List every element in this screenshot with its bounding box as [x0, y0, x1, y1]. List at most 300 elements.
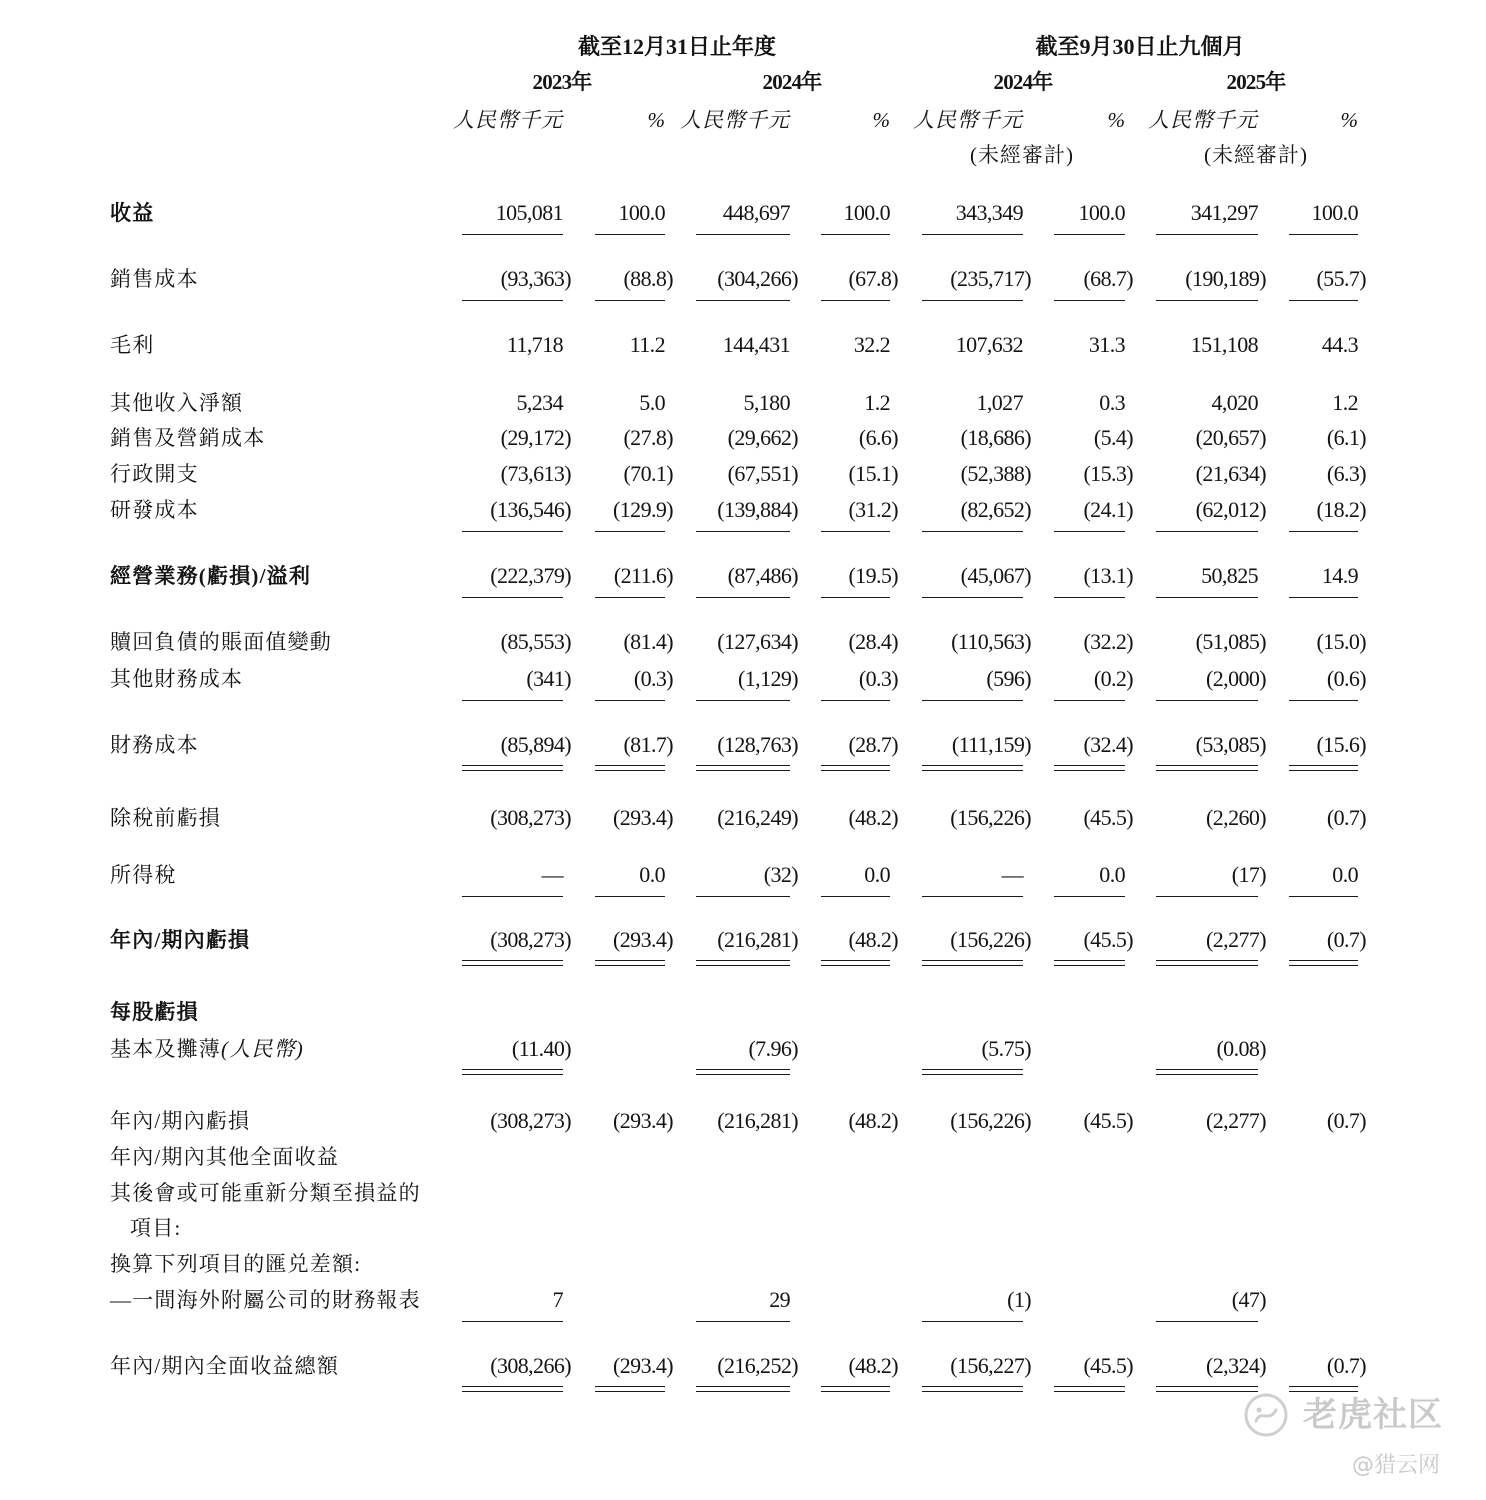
cell-fy2023-pct: 5.0 — [639, 390, 665, 415]
cell-fy2024-amount: (216,281) — [717, 927, 798, 952]
cell-9m2024-amount: (18,686) — [960, 425, 1031, 450]
row-label — [110, 425, 265, 451]
statement-row — [0, 332, 1486, 358]
cell-fy2024-pct: 0.0 — [864, 862, 890, 887]
underline-rule — [1054, 597, 1125, 598]
underline-rule — [462, 597, 563, 598]
cell-fy2023-pct: 11.2 — [629, 332, 665, 357]
cell-9m2025-amount: 341,297 — [1190, 200, 1258, 225]
underline-rule — [595, 531, 665, 532]
cell-fy2024-amount: (29,662) — [727, 425, 798, 450]
cell-fy2023-pct: (0.3) — [633, 666, 673, 691]
double-underline-rule — [696, 765, 790, 766]
underline-rule — [1289, 531, 1358, 532]
cell-fy2024-pct: (0.3) — [858, 666, 898, 691]
underline-rule — [1156, 700, 1258, 701]
cell-9m2024-amount: (45,067) — [960, 563, 1031, 588]
underline-rule — [1156, 234, 1258, 235]
double-underline-rule — [821, 965, 890, 966]
double-underline-rule — [922, 1386, 1023, 1387]
underline-rule — [1054, 234, 1125, 235]
underline-rule — [1054, 300, 1125, 301]
cell-fy2023-pct: (81.4) — [623, 629, 673, 654]
cell-9m2025-pct: (15.0) — [1316, 629, 1366, 654]
underline-rule — [462, 300, 563, 301]
underline-rule — [922, 896, 1023, 897]
cell-9m2024-pct: 100.0 — [1078, 200, 1125, 225]
cell-9m2025-pct: (0.6) — [1326, 666, 1366, 691]
double-underline-rule — [1054, 765, 1125, 766]
underline-rule — [595, 300, 665, 301]
underline-rule — [595, 234, 665, 235]
underline-rule — [696, 531, 790, 532]
cell-9m2025-amount: (51,085) — [1195, 629, 1266, 654]
cell-fy2024-pct: (48.2) — [848, 927, 898, 952]
underline-rule — [821, 234, 890, 235]
cell-fy2023-amount: (308,273) — [490, 805, 571, 830]
row-label — [110, 200, 154, 226]
statement-row — [0, 200, 1486, 226]
underline-rule — [595, 700, 665, 701]
statement-row — [0, 1215, 1486, 1241]
cell-fy2024-amount: 5,180 — [743, 390, 790, 415]
cell-9m2025-amount: (2,277) — [1206, 927, 1266, 952]
watermark-credit: @猎云网 — [1352, 1453, 1441, 1478]
double-underline-rule — [595, 765, 665, 766]
cell-fy2023-amount: (308,273) — [490, 927, 571, 952]
cell-9m2025-pct: (6.1) — [1326, 425, 1366, 450]
cell-9m2025-amount: (47) — [1231, 1287, 1266, 1312]
double-underline-rule — [1156, 965, 1258, 966]
row-label — [110, 1108, 250, 1134]
cell-9m2025-amount: (53,085) — [1195, 732, 1266, 757]
cell-fy2024-pct: (28.7) — [848, 732, 898, 757]
cell-9m2025-amount: (21,634) — [1195, 461, 1266, 486]
cell-fy2023-pct: 0.0 — [639, 862, 665, 887]
cell-fy2023-pct: (293.4) — [613, 1108, 673, 1133]
underline-rule — [462, 234, 563, 235]
underline-rule — [821, 700, 890, 701]
cell-fy2024-amount: 448,697 — [722, 200, 790, 225]
underline-rule — [462, 1321, 563, 1322]
double-underline-rule — [696, 1069, 790, 1070]
cell-fy2024-pct: (67.8) — [848, 266, 898, 291]
statement-row — [0, 390, 1486, 416]
underline-rule — [696, 700, 790, 701]
cell-fy2023-pct: 100.0 — [618, 200, 665, 225]
statement-row — [0, 629, 1486, 655]
double-underline-rule — [595, 965, 665, 966]
double-underline-rule — [1289, 1391, 1358, 1392]
cell-fy2024-amount: (139,884) — [717, 497, 798, 522]
statement-row — [0, 1251, 1486, 1277]
statement-row — [0, 1287, 1486, 1313]
row-label — [110, 461, 199, 487]
double-underline-rule — [696, 960, 790, 961]
cell-fy2023-pct: (293.4) — [613, 805, 673, 830]
statement-row — [0, 266, 1486, 292]
column-pct-fy2024: % — [872, 108, 890, 132]
double-underline-rule — [696, 1074, 790, 1075]
cell-9m2024-amount: (156,226) — [950, 805, 1031, 830]
double-underline-rule — [922, 1391, 1023, 1392]
cell-9m2024-amount: (82,652) — [960, 497, 1031, 522]
row-label — [110, 732, 199, 758]
cell-9m2024-pct: (68.7) — [1083, 266, 1133, 291]
cell-9m2024-pct: (45.5) — [1083, 927, 1133, 952]
underline-rule — [462, 531, 563, 532]
watermark-brand: 老虎社区 — [1303, 1395, 1443, 1435]
row-label — [130, 1215, 181, 1241]
underline-rule — [1156, 1321, 1258, 1322]
statement-row — [0, 927, 1486, 953]
cell-fy2023-pct: (129.9) — [613, 497, 673, 522]
statement-row — [0, 461, 1486, 487]
cell-fy2024-amount: (1,129) — [738, 666, 798, 691]
double-underline-rule — [462, 1074, 563, 1075]
underline-rule — [821, 896, 890, 897]
cell-fy2024-amount: (216,281) — [717, 1108, 798, 1133]
cell-9m2025-amount: (190,189) — [1185, 266, 1266, 291]
cell-fy2023-amount: (93,363) — [500, 266, 571, 291]
double-underline-rule — [1156, 1069, 1258, 1070]
row-label-text: 其他收入淨額 — [110, 391, 244, 415]
underline-rule — [821, 300, 890, 301]
cell-fy2024-amount: (216,252) — [717, 1353, 798, 1378]
row-label-text: 所得稅 — [110, 863, 177, 887]
underline-rule — [922, 300, 1023, 301]
cell-9m2025-amount: (2,260) — [1206, 805, 1266, 830]
double-underline-rule — [696, 1386, 790, 1387]
cell-fy2023-amount: 7 — [552, 1287, 563, 1312]
column-pct-9m2025: % — [1340, 108, 1358, 132]
row-label-text: 財務成本 — [110, 733, 199, 757]
double-underline-rule — [462, 1386, 563, 1387]
double-underline-rule — [1289, 765, 1358, 766]
double-underline-rule — [922, 960, 1023, 961]
column-year-9m2025: 2025年 — [1226, 70, 1286, 94]
double-underline-rule — [1289, 960, 1358, 961]
cell-fy2023-pct: (81.7) — [623, 732, 673, 757]
cell-9m2024-amount: — — [1001, 862, 1023, 887]
cell-9m2025-pct: (18.2) — [1316, 497, 1366, 522]
row-label-text: —一間海外附屬公司的財務報表 — [110, 1288, 421, 1312]
cell-fy2023-amount: (222,379) — [490, 563, 571, 588]
cell-fy2024-amount: (67,551) — [727, 461, 798, 486]
underline-rule — [922, 597, 1023, 598]
double-underline-rule — [1289, 1386, 1358, 1387]
double-underline-rule — [595, 1386, 665, 1387]
statement-row — [0, 862, 1486, 888]
cell-fy2023-pct: (70.1) — [623, 461, 673, 486]
cell-fy2024-amount: (87,486) — [727, 563, 798, 588]
underline-rule — [1289, 300, 1358, 301]
row-label-text: 每股虧損 — [110, 1000, 199, 1024]
cell-9m2025-amount: (20,657) — [1195, 425, 1266, 450]
cell-fy2024-amount: 144,431 — [722, 332, 790, 357]
cell-9m2025-pct: (6.3) — [1326, 461, 1366, 486]
cell-fy2023-amount: (85,894) — [500, 732, 571, 757]
column-year-fy2024: 2024年 — [762, 70, 822, 94]
row-label-text: 換算下列項目的匯兑差額: — [110, 1252, 362, 1276]
column-unit-fy2024: 人民幣千元 — [680, 108, 790, 132]
cell-9m2024-pct: (45.5) — [1083, 1108, 1133, 1133]
column-pct-fy2023: % — [647, 108, 665, 132]
cell-9m2024-amount: 107,632 — [955, 332, 1023, 357]
row-label-text: 毛利 — [110, 333, 155, 357]
cell-9m2025-amount: 50,825 — [1201, 563, 1258, 588]
cell-9m2025-pct: 100.0 — [1311, 200, 1358, 225]
underline-rule — [696, 234, 790, 235]
double-underline-rule — [821, 1386, 890, 1387]
row-label-text: 年內/期內虧損 — [110, 1109, 251, 1133]
row-label-unit-note: (人民幣) — [221, 1037, 304, 1061]
double-underline-rule — [922, 765, 1023, 766]
row-label — [110, 332, 154, 358]
cell-fy2024-amount: (216,249) — [717, 805, 798, 830]
cell-fy2023-amount: (85,553) — [500, 629, 571, 654]
cell-fy2024-amount: (128,763) — [717, 732, 798, 757]
double-underline-rule — [1289, 770, 1358, 771]
row-label — [110, 563, 311, 589]
nine-month-period-heading: 截至9月30日止九個月 — [1035, 34, 1245, 59]
cell-fy2023-pct: (293.4) — [613, 927, 673, 952]
cell-9m2024-amount: (110,563) — [951, 629, 1031, 654]
row-label — [110, 497, 199, 523]
cell-9m2025-amount: 151,108 — [1190, 332, 1258, 357]
cell-9m2025-amount: (0.08) — [1216, 1036, 1266, 1061]
cell-9m2024-amount: (111,159) — [951, 732, 1031, 757]
statement-row — [0, 666, 1486, 692]
cell-fy2024-pct: 32.2 — [853, 332, 890, 357]
cell-9m2025-pct: 1.2 — [1332, 390, 1358, 415]
underline-rule — [922, 531, 1023, 532]
double-underline-rule — [821, 960, 890, 961]
double-underline-rule — [696, 1391, 790, 1392]
double-underline-rule — [462, 960, 563, 961]
row-label-text: 銷售及營銷成本 — [110, 426, 266, 450]
double-underline-rule — [1156, 960, 1258, 961]
cell-9m2025-pct: (0.7) — [1326, 927, 1366, 952]
underline-rule — [1156, 597, 1258, 598]
double-underline-rule — [1054, 1391, 1125, 1392]
underline-rule — [1289, 700, 1358, 701]
double-underline-rule — [462, 1069, 563, 1070]
cell-fy2023-amount: (308,266) — [490, 1353, 571, 1378]
cell-9m2024-amount: 1,027 — [976, 390, 1023, 415]
double-underline-rule — [462, 770, 563, 771]
row-label — [110, 1287, 421, 1313]
row-label-text: 贖回負債的賬面值變動 — [110, 630, 332, 654]
statement-row — [0, 425, 1486, 451]
cell-fy2023-pct: (293.4) — [613, 1353, 673, 1378]
cell-fy2023-amount: (73,613) — [500, 461, 571, 486]
statement-row — [0, 805, 1486, 831]
cell-9m2025-amount: (62,012) — [1195, 497, 1266, 522]
cell-fy2024-amount: (304,266) — [717, 266, 798, 291]
cell-fy2023-pct: (27.8) — [623, 425, 673, 450]
underline-rule — [821, 531, 890, 532]
statement-row — [0, 497, 1486, 523]
double-underline-rule — [462, 765, 563, 766]
cell-9m2024-pct: 31.3 — [1088, 332, 1125, 357]
double-underline-rule — [1054, 960, 1125, 961]
cell-9m2024-amount: (5.75) — [981, 1036, 1031, 1061]
underline-rule — [595, 896, 665, 897]
cell-9m2025-pct: 44.3 — [1321, 332, 1358, 357]
double-underline-rule — [696, 770, 790, 771]
cell-9m2024-amount: (235,717) — [950, 266, 1031, 291]
cell-9m2024-pct: (15.3) — [1083, 461, 1133, 486]
cell-fy2024-pct: (6.6) — [858, 425, 898, 450]
row-label-text: 其他財務成本 — [110, 667, 244, 691]
statement-row — [0, 1036, 1486, 1062]
underline-rule — [462, 896, 563, 897]
cell-fy2024-pct: (15.1) — [848, 461, 898, 486]
underline-rule — [696, 597, 790, 598]
double-underline-rule — [1156, 1074, 1258, 1075]
double-underline-rule — [1054, 770, 1125, 771]
row-label — [110, 666, 243, 692]
cell-fy2024-pct: (31.2) — [848, 497, 898, 522]
cell-9m2025-amount: (2,324) — [1206, 1353, 1266, 1378]
double-underline-rule — [821, 765, 890, 766]
column-unit-9m2024: 人民幣千元 — [913, 108, 1023, 132]
cell-9m2025-amount: (2,000) — [1206, 666, 1266, 691]
underline-rule — [1156, 531, 1258, 532]
cell-9m2024-amount: (596) — [986, 666, 1031, 691]
underline-rule — [1054, 531, 1125, 532]
statement-row — [0, 999, 1486, 1025]
cell-fy2024-pct: (48.2) — [848, 1353, 898, 1378]
cell-9m2024-pct: (24.1) — [1083, 497, 1133, 522]
cell-9m2024-amount: (156,227) — [950, 1353, 1031, 1378]
cell-fy2023-amount: 11,718 — [506, 332, 563, 357]
cell-fy2023-amount: (29,172) — [500, 425, 571, 450]
double-underline-rule — [922, 770, 1023, 771]
row-label — [110, 805, 221, 831]
cell-fy2024-amount: 29 — [769, 1287, 790, 1312]
column-year-fy2023: 2023年 — [532, 70, 592, 94]
double-underline-rule — [821, 770, 890, 771]
tiger-community-logo-icon — [1243, 1392, 1289, 1438]
row-label-text: 經營業務(虧損)/溢利 — [110, 564, 312, 588]
cell-fy2024-amount: (7.96) — [748, 1036, 798, 1061]
cell-9m2025-pct: 14.9 — [1321, 563, 1358, 588]
double-underline-rule — [1054, 1386, 1125, 1387]
row-label — [110, 1036, 304, 1062]
double-underline-rule — [1156, 770, 1258, 771]
cell-fy2023-amount: 5,234 — [516, 390, 563, 415]
underline-rule — [1289, 896, 1358, 897]
column-unaudited-note-9m2025: (未經審計) — [1204, 143, 1308, 167]
column-unit-fy2023: 人民幣千元 — [453, 108, 563, 132]
row-label-text: 銷售成本 — [110, 267, 199, 291]
double-underline-rule — [922, 1069, 1023, 1070]
statement-row — [0, 1180, 1486, 1206]
cell-9m2024-pct: (0.2) — [1093, 666, 1133, 691]
cell-9m2025-pct: 0.0 — [1332, 862, 1358, 887]
underline-rule — [595, 597, 665, 598]
statement-row — [0, 563, 1486, 589]
cell-fy2023-pct: (211.6) — [613, 563, 673, 588]
underline-rule — [1054, 700, 1125, 701]
row-label — [110, 1180, 421, 1206]
row-label — [110, 1144, 339, 1170]
row-label-text: 年內/期內虧損 — [110, 928, 251, 952]
row-label-text: 行政開支 — [110, 462, 199, 486]
cell-9m2024-pct: 0.0 — [1099, 862, 1125, 887]
cell-9m2025-amount: (2,277) — [1206, 1108, 1266, 1133]
cell-fy2024-pct: 1.2 — [864, 390, 890, 415]
underline-rule — [922, 700, 1023, 701]
row-label — [110, 1251, 361, 1277]
double-underline-rule — [462, 1391, 563, 1392]
row-label — [110, 862, 177, 888]
cell-9m2024-pct: 0.3 — [1099, 390, 1125, 415]
cell-fy2024-amount: (32) — [763, 862, 798, 887]
row-label-text: 除稅前虧損 — [110, 806, 221, 830]
cell-9m2024-amount: 343,349 — [955, 200, 1023, 225]
row-label-text: 項目: — [130, 1216, 182, 1240]
statement-row — [0, 1144, 1486, 1170]
cell-fy2023-pct: (88.8) — [623, 266, 673, 291]
underline-rule — [821, 597, 890, 598]
cell-9m2024-pct: (45.5) — [1083, 1353, 1133, 1378]
statement-row — [0, 732, 1486, 758]
cell-fy2024-pct: (19.5) — [848, 563, 898, 588]
underline-rule — [1156, 896, 1258, 897]
double-underline-rule — [595, 960, 665, 961]
underline-rule — [922, 234, 1023, 235]
annual-period-heading: 截至12月31日止年度 — [577, 34, 776, 59]
underline-rule — [1054, 896, 1125, 897]
cell-fy2023-amount: — — [541, 862, 563, 887]
underline-rule — [462, 700, 563, 701]
column-year-9m2024: 2024年 — [993, 70, 1053, 94]
column-pct-9m2024: % — [1107, 108, 1125, 132]
cell-fy2024-amount: (127,634) — [717, 629, 798, 654]
row-label — [110, 629, 332, 655]
underline-rule — [1289, 597, 1358, 598]
column-unaudited-note-9m2024: (未經審計) — [970, 143, 1074, 167]
cell-9m2024-amount: (156,226) — [950, 1108, 1031, 1133]
cell-fy2024-pct: (48.2) — [848, 1108, 898, 1133]
underline-rule — [696, 896, 790, 897]
row-label-text: 年內/期內全面收益總額 — [110, 1354, 340, 1378]
cell-fy2023-amount: (341) — [526, 666, 571, 691]
row-label-text: 研發成本 — [110, 498, 199, 522]
row-label — [110, 1353, 339, 1379]
cell-fy2023-amount: (11.40) — [511, 1036, 571, 1061]
cell-9m2024-amount: (1) — [1007, 1287, 1031, 1312]
cell-fy2023-amount: (136,546) — [490, 497, 571, 522]
double-underline-rule — [462, 965, 563, 966]
double-underline-rule — [1289, 965, 1358, 966]
cell-9m2025-amount: 4,020 — [1211, 390, 1258, 415]
row-label-text: 其後會或可能重新分類至損益的 — [110, 1181, 421, 1205]
underline-rule — [922, 1321, 1023, 1322]
underline-rule — [696, 1321, 790, 1322]
statement-row — [0, 1108, 1486, 1134]
row-label — [110, 927, 250, 953]
underline-rule — [1289, 234, 1358, 235]
cell-fy2023-amount: 105,081 — [495, 200, 563, 225]
cell-fy2023-amount: (308,273) — [490, 1108, 571, 1133]
double-underline-rule — [595, 770, 665, 771]
row-label-text: 年內/期內其他全面收益 — [110, 1145, 340, 1169]
cell-9m2024-pct: (32.2) — [1083, 629, 1133, 654]
